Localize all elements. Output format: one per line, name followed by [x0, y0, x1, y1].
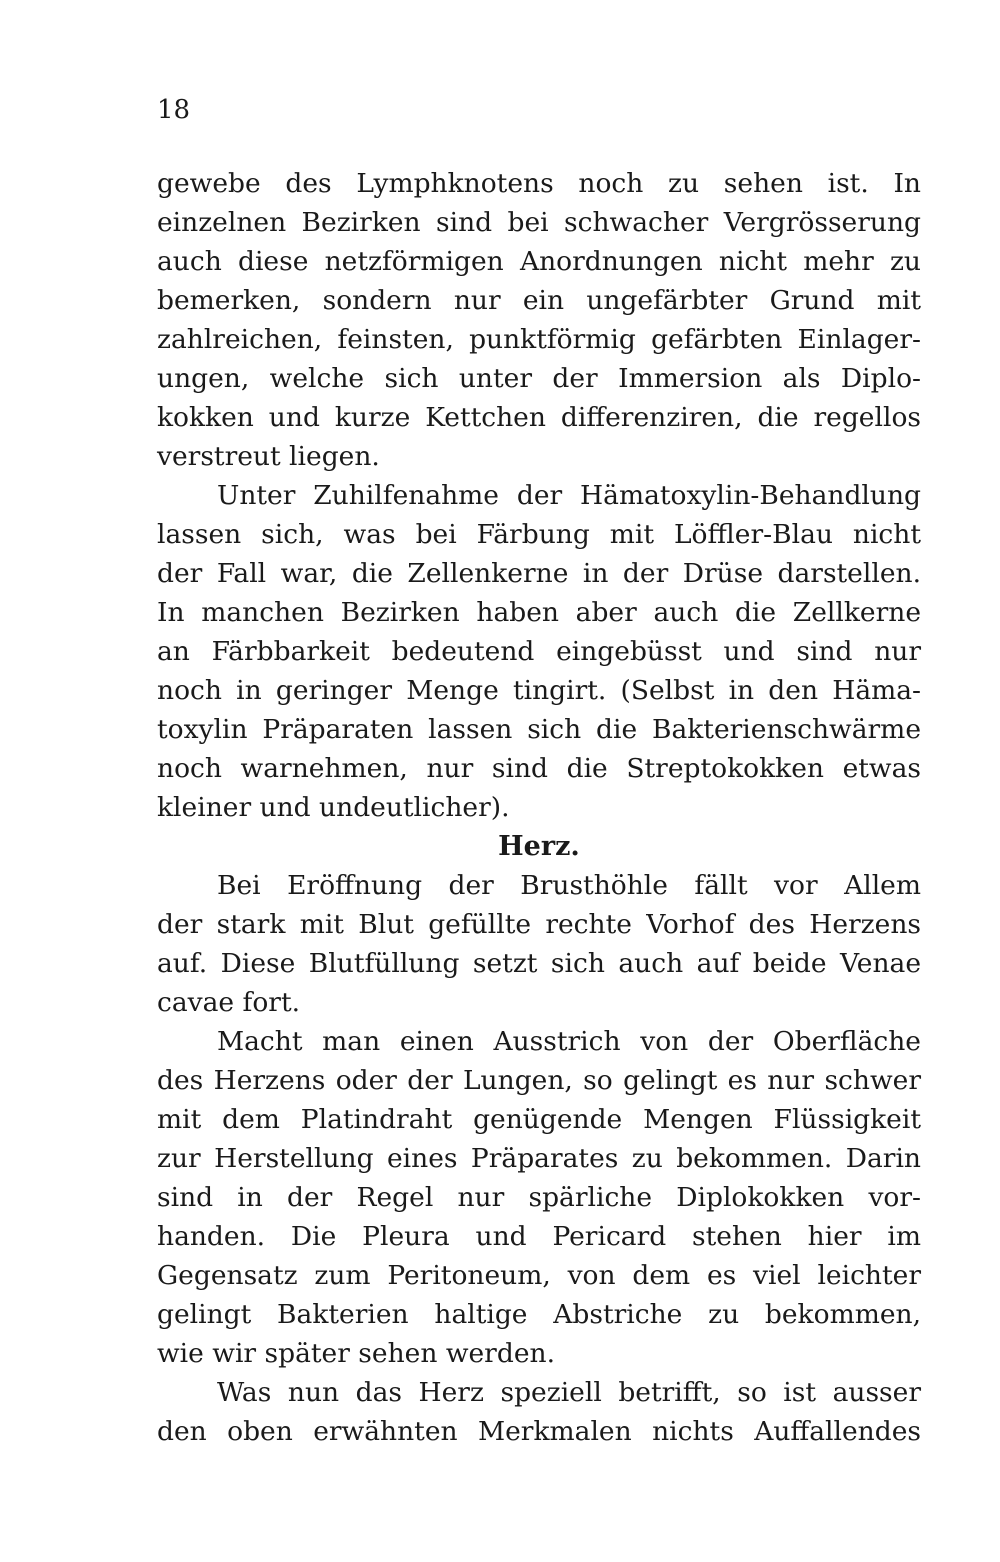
text-line: ungen, welche sich unter der Immersion als Diplo- — [157, 363, 921, 394]
text-line: Gegensatz zum Peritoneum, von dem es viel leichter — [157, 1260, 921, 1291]
text-line: gewebe des Lymphknotens noch zu sehen ist. In — [157, 168, 921, 199]
text-line: cavae fort. — [157, 987, 301, 1018]
text-line: gelingt Bakterien haltige Abstriche zu bekommen, — [157, 1299, 921, 1330]
text-line: des Herzens oder der Lungen, so gelingt es nur schwer — [157, 1065, 921, 1096]
text-line: Bei Eröffnung der Brusthöhle fällt vor Allem — [217, 870, 921, 901]
text-line: zur Herstellung eines Präparates zu bekommen. Darin — [157, 1143, 921, 1174]
text-line: an Färbbarkeit bedeutend eingebüsst und sind nur — [157, 636, 921, 667]
paragraph — [157, 476, 921, 827]
paragraph — [157, 1022, 921, 1373]
text-line: wie wir später sehen werden. — [157, 1338, 555, 1369]
text-line: In manchen Bezirken haben aber auch die Zellkerne — [157, 597, 921, 628]
body-text — [157, 164, 921, 1451]
text-line: sind in der Regel nur spärliche Diplokokken vor- — [157, 1182, 921, 1213]
text-line: kokken und kurze Kettchen differenziren, die regellos — [157, 402, 921, 433]
text-line: bemerken, sondern nur ein ungefärbter Grund mit — [157, 285, 921, 316]
section-heading: Herz. — [498, 831, 580, 862]
text-line: Was nun das Herz speziell betrifft, so ist ausser — [217, 1377, 921, 1408]
text-line: auf. Diese Blutfüllung setzt sich auch auf beide Venae — [157, 948, 921, 979]
text-line: Macht man einen Ausstrich von der Oberfläche — [217, 1026, 921, 1057]
text-line: den oben erwähnten Merkmalen nichts Auffallendes — [157, 1416, 921, 1447]
text-line: der stark mit Blut gefüllte rechte Vorhof des Herzens — [157, 909, 921, 940]
paragraph — [157, 866, 921, 1022]
paragraph — [157, 164, 921, 476]
text-line: zahlreichen, feinsten, punktförmig gefärbten Einlager- — [157, 324, 921, 355]
paragraph — [157, 1373, 921, 1451]
text-line: lassen sich, was bei Färbung mit Löffler-Blau nicht — [157, 519, 921, 550]
page-number: 18 — [157, 95, 191, 125]
text-line: auch diese netzförmigen Anordnungen nicht mehr zu — [157, 246, 921, 277]
text-line: der Fall war, die Zellenkerne in der Drüse darstellen. — [157, 558, 921, 589]
text-line: noch warnehmen, nur sind die Streptokokken etwas — [157, 753, 921, 784]
text-line: handen. Die Pleura und Pericard stehen hier im — [157, 1221, 921, 1252]
text-line: verstreut liegen. — [157, 441, 380, 472]
text-line: kleiner und undeutlicher). — [157, 792, 510, 823]
text-line: mit dem Platindraht genügende Mengen Flüssigkeit — [157, 1104, 921, 1135]
text-line: noch in geringer Menge tingirt. (Selbst in den Häma- — [157, 675, 921, 706]
text-line: toxylin Präparaten lassen sich die Bakterienschwärme — [157, 714, 921, 745]
text-line: einzelnen Bezirken sind bei schwacher Vergrösserung — [157, 207, 921, 238]
text-line: Unter Zuhilfenahme der Hämatoxylin-Behandlung — [217, 480, 921, 511]
